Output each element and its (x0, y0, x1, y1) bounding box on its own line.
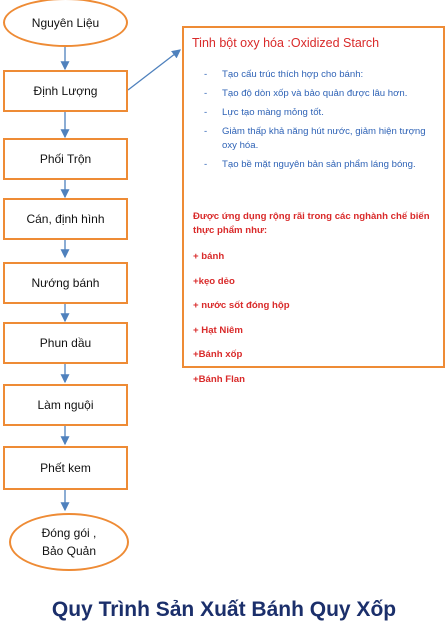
step-lam-nguoi (3, 384, 128, 426)
property-item: - Giảm thấp khả năng hút nước, giảm hiện tượng oxy hóa. (204, 125, 442, 153)
product-item: +kẹo dẻo (193, 275, 235, 287)
product-item: +Bánh Flan (193, 373, 245, 385)
step-label: Nướng bánh (31, 276, 100, 290)
start-node (3, 0, 128, 47)
step-phet-kem (3, 446, 128, 490)
step-label: Định Lượng (33, 84, 98, 98)
step-nuong-banh (3, 262, 128, 304)
step-phoi-tron (3, 138, 128, 180)
start-label: Nguyên Liệu (31, 15, 100, 30)
info-title: Tinh bột oxy hóa :Oxidized Starch (192, 36, 380, 50)
property-list (204, 68, 442, 177)
end-node (9, 513, 129, 571)
step-label: Làm nguội (37, 398, 94, 412)
info-box (182, 26, 445, 385)
step-phun-dau (3, 322, 128, 364)
end-label-line2: Bảo Quản (41, 544, 97, 558)
product-item: +Bánh xốp (193, 349, 243, 360)
step-label: Phối Trộn (39, 152, 92, 166)
property-item: - Lực tạo màng mỏng tốt. (204, 106, 442, 120)
arrow-step1-to-info (128, 50, 180, 90)
diagram-caption: Quy Trình Sản Xuất Bánh Quy Xốp (51, 598, 397, 621)
product-item: + Hạt Niêm (193, 324, 243, 336)
product-item: + bánh (193, 251, 225, 262)
property-item: - Tạo độ dòn xốp và bảo quản được lâu hơn. (204, 87, 442, 101)
step-label: Cán, định hình (26, 212, 105, 226)
product-item: + nước sốt đóng hộp (193, 300, 290, 311)
end-label-line1: Đóng gói , (41, 526, 97, 540)
property-item: - Tạo bề mặt nguyên bản sản phẩm láng bóng. (204, 158, 442, 172)
step-label: Phết kem (40, 461, 91, 475)
step-can-dinh-hinh (3, 198, 128, 240)
applied-text: Được ứng dụng rộng rãi trong các nghành chế biến thực phẩm như: (193, 211, 430, 236)
property-item: - Tạo cấu trúc thích hợp cho bánh: (204, 68, 442, 82)
step-dinh-luong (3, 70, 128, 112)
step-label: Phun dầu (39, 336, 92, 350)
product-list (193, 250, 290, 397)
